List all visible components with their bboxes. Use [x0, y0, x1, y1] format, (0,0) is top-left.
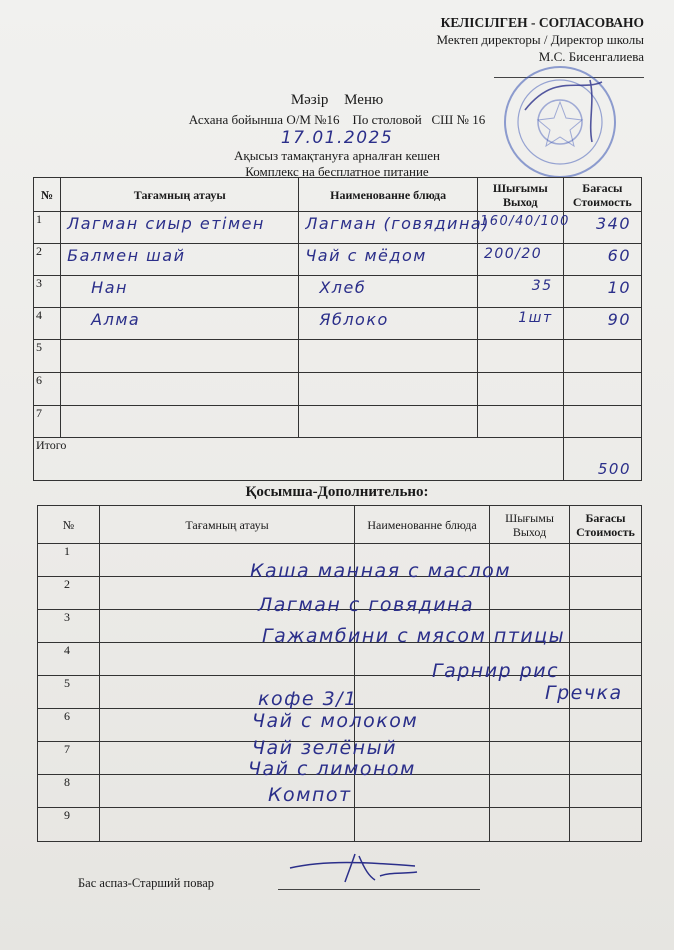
table-row: 5 — [38, 676, 642, 709]
col-number: № — [34, 178, 61, 212]
dish-name-ru: Хлеб — [299, 276, 478, 308]
dish-name-kz: Балмен шай — [61, 244, 299, 276]
menu-title — [0, 92, 674, 109]
table-row: 1 Лагман сиыр етімен Лагман (говядина) 160/40/100 340 — [34, 212, 642, 244]
additional-item: Чай с молоком — [252, 710, 419, 732]
complex-ru: Комплекс на бесплатное питание — [245, 164, 429, 179]
dish-name-kz: Нан — [61, 276, 299, 308]
approval-name: М.С. Бисенгалиева — [538, 49, 644, 64]
dish-price: 90 — [563, 308, 641, 340]
additional-item: Компот — [268, 784, 352, 806]
table-row: 9 — [38, 808, 642, 842]
dish-price: 340 — [563, 212, 641, 244]
dish-name-ru: Яблоко — [299, 308, 478, 340]
dish-name-ru: Лагман (говядина) — [299, 212, 478, 244]
dish-name-kz: Лагман сиыр етімен — [61, 212, 299, 244]
dish-output: 160/40/100 — [477, 212, 563, 244]
dish-output: 1шт — [477, 308, 563, 340]
additional-item: Гречка — [545, 682, 623, 704]
canteen-line: Асхана бойынша О/М №16 По столовой СШ № 16 — [188, 112, 486, 127]
additional-item: Каша манная с маслом — [250, 560, 512, 582]
col-name-ru: Наименованне блюда — [355, 506, 490, 544]
total-label: Итого — [34, 438, 564, 481]
table-row: 2 — [38, 577, 642, 610]
approval-role: Мектеп директоры / Директор школы — [436, 32, 644, 47]
table-row: 5 — [34, 340, 642, 373]
additional-item: Лагман с говядина — [258, 594, 475, 616]
main-menu-table — [33, 177, 642, 481]
col-price: Бағасы Стоимость — [563, 178, 641, 212]
section-additional-title: Қосымша-Дополнительно: — [245, 484, 429, 500]
dish-name-kz: Алма — [61, 308, 299, 340]
dish-output: 200/20 — [477, 244, 563, 276]
chef-label: Бас аспаз-Старший повар — [78, 876, 215, 890]
total-value: 500 — [563, 438, 641, 481]
dish-name-ru: Чай с мёдом — [299, 244, 478, 276]
menu-date: 17.01.2025 — [280, 128, 394, 148]
chef-signature-line — [278, 889, 480, 890]
additional-item: Гарнир рис — [432, 660, 560, 682]
menu-title-kz: Мәзір — [290, 92, 329, 108]
table-row: 4 Алма Яблоко 1шт 90 — [34, 308, 642, 340]
dish-price: 10 — [563, 276, 641, 308]
col-number: № — [38, 506, 100, 544]
additional-item: Чай с лимоном — [248, 758, 416, 780]
table-row: 8 — [38, 775, 642, 808]
table-row: 6 — [38, 709, 642, 742]
table-row: 6 — [34, 373, 642, 406]
additional-item: кофе 3/1 — [258, 688, 358, 710]
col-name-kz: Тағамның атауы — [61, 178, 299, 212]
dish-output: 35 — [477, 276, 563, 308]
complex-kz: Ақысыз тамақтануға арналған кешен — [234, 148, 440, 163]
table-row: 7 — [34, 406, 642, 438]
col-price: Бағасы Стоимость — [570, 506, 642, 544]
col-output: Шығымы Выход — [490, 506, 570, 544]
additional-item: Чай зелёный — [252, 737, 397, 759]
col-output: Шығымы Выход — [477, 178, 563, 212]
table-row: 3 Нан Хлеб 35 10 — [34, 276, 642, 308]
table-row: 7 — [38, 742, 642, 775]
table-row: 1 — [38, 544, 642, 577]
additional-item: Гажамбини с мясом птицы — [262, 625, 566, 647]
table-row: 3 — [38, 610, 642, 643]
approval-title: КЕЛІСІЛГЕН - СОГЛАСОВАНО — [440, 15, 644, 30]
dish-price: 60 — [563, 244, 641, 276]
col-name-ru: Наименованне блюда — [299, 178, 478, 212]
table-row: 4 — [38, 643, 642, 676]
col-name-kz: Тағамның атауы — [100, 506, 355, 544]
chef-signature — [285, 846, 425, 886]
total-row — [34, 438, 642, 481]
menu-title-ru: Меню — [344, 92, 384, 108]
table-row: 2 Балмен шай Чай с мёдом 200/20 60 — [34, 244, 642, 276]
